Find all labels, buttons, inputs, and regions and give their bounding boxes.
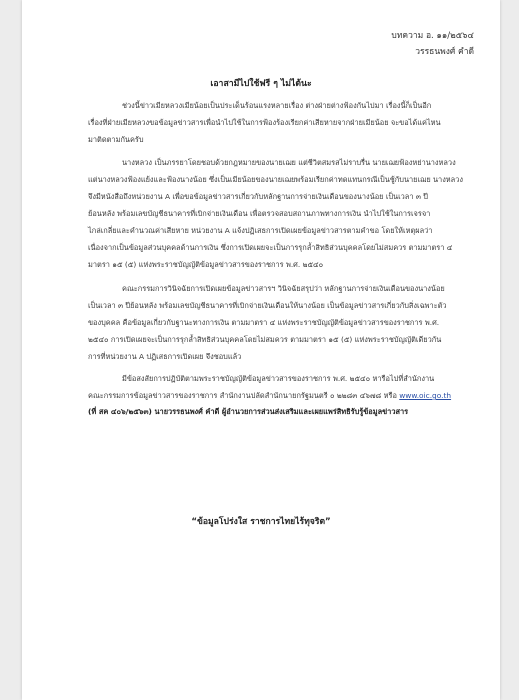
paragraph-line: เรื่องที่ฝ่ายเมียหลวงขอข้อมูลข่าวสารเพื่อนำไปใช้ในการฟ้องร้องเรียกค่าเสียหายจากฝ่ายเมียน้อย จะขอได้แค่ไหน bbox=[88, 118, 441, 127]
paragraph-line: คณะกรรมการวินิจฉัยการเปิดเผยข้อมูลข่าวสารฯ วินิจฉัยสรุปว่า หลักฐานการจ่ายเงินเดือนของนางน้อย bbox=[122, 284, 445, 293]
paragraph-line: มาติดตามกันครับ bbox=[88, 135, 144, 144]
paragraph-line: เนื่องจากเป็นข้อมูลส่วนบุคคลด้านการเงิน ซึ่งการเปิดเผยจะเป็นการรุกล้ำสิทธิส่วนบุคคลโดยไม่สมควร ตามมาตรา ๔ bbox=[88, 243, 453, 252]
oic-website-link[interactable]: www.oic.go.th bbox=[399, 391, 452, 400]
paragraph-line: (ที่ สค ๔๐๖/๒๕๖๓) นายวรรธนพงศ์ คำดี ผู้อำนวยการส่วนส่งเสริมและเผยแพร่สิทธิรับรู้ข้อมูลข่าวสาร bbox=[88, 407, 409, 416]
paragraph-line: การที่หน่วยงาน A ปฏิเสธการเปิดเผย จึงชอบแล้ว bbox=[88, 352, 242, 361]
author-signature: วรรธนพงศ์ คำดี bbox=[415, 47, 474, 57]
paragraph-line: จึงมีหนังสือถึงหน่วยงาน A เพื่อขอข้อมูลข่าวสารเกี่ยวกับหลักฐานการจ่ายเงินเดือนของนางน้อย เป็นเวลา ๓ ปี bbox=[88, 192, 428, 201]
paragraph-line: ๒๕๔๐ การเปิดเผยจะเป็นการรุกล้ำสิทธิส่วนบุคคลโดยไม่สมควร ตามมาตรา ๑๕ (๕) แห่งพระราชบัญญัติเดียวกัน bbox=[88, 335, 442, 344]
paragraph-line: ไกล่เกลี่ยและคำนวณค่าเสียหาย หน่วยงาน A แจ้งปฏิเสธการเปิดเผยข้อมูลข่าวสารตามคำขอ โดยให้เหตุผลว่า bbox=[88, 226, 433, 235]
slogan: “ข้อมูลโปร่งใส ราชการไทยไร้ทุจริต” bbox=[191, 517, 331, 527]
article-reference: บทความ อ. ๑๑/๒๕๖๔ bbox=[391, 31, 474, 41]
paragraph-line: ของบุคคล คือข้อมูลเกี่ยวกับฐานะทางการเงิน ตามมาตรา ๔ แห่งพระราชบัญญัติข้อมูลข่าวสารของราชการ พ.ศ. bbox=[88, 318, 440, 327]
document-page bbox=[22, 0, 500, 700]
contact-text: คณะกรรมการข้อมูลข่าวสารของราชการ สำนักงานปลัดสำนักนายกรัฐมนตรี ๐ ๒๒๘๓ ๔๖๗๘ หรือ bbox=[88, 391, 397, 400]
paragraph-line: นางหลวง เป็นภรรยาโดยชอบด้วยกฎหมายของนายเฌย แต่ชีวิตสมรสไม่ราบรื่น นายเฌยฟ้องหย่านางหลวง bbox=[122, 158, 456, 167]
paragraph-line: มีข้อสงสัยการปฏิบัติตามพระราชบัญญัติข้อมูลข่าวสารของราชการ พ.ศ. ๒๕๔๐ หารือไปที่สำนักงาน bbox=[122, 374, 435, 383]
paragraph-line: ช่วงนี้ข่าวเมียหลวงเมียน้อยเป็นประเด็นร้อนแรงหลายเรื่อง ต่างฝ่ายต่างฟ้องกันไปมา เรื่องนี้ก็เป็นอีก bbox=[122, 101, 432, 110]
paragraph-line: ย้อนหลัง พร้อมเลขบัญชีธนาคารที่เบิกจ่ายเงินเดือน เพื่อตรวจสอบสถานภาพทางการเงิน นำไปใช้ในการเจรจา bbox=[88, 209, 431, 218]
paragraph-line bbox=[88, 390, 451, 402]
paragraph-line: มาตรา ๑๕ (๕) แห่งพระราชบัญญัติข้อมูลข่าวสารของราชการ พ.ศ. ๒๕๔๐ bbox=[88, 260, 324, 269]
paragraph-line: เป็นเวลา ๓ ปีย้อนหลัง พร้อมเลขบัญชีธนาคารที่เบิกจ่ายเงินเดือนให้นางน้อย เป็นข้อมูลข่าวสารเกี่ยวกับสิ่งเฉพาะตัว bbox=[88, 301, 447, 310]
paragraph-line: แต่นางหลวงฟ้องแย้งและฟ้องนางน้อย ซึ่งเป็นเมียน้อยของนายเฌยพร้อมเรียกค่าทดแทนกรณีเป็นชู้กับนายเฌย นางหลวง bbox=[88, 175, 463, 184]
article-title: เอาสามีไปใช้ฟรี ๆ ไม่ได้นะ bbox=[210, 79, 312, 89]
